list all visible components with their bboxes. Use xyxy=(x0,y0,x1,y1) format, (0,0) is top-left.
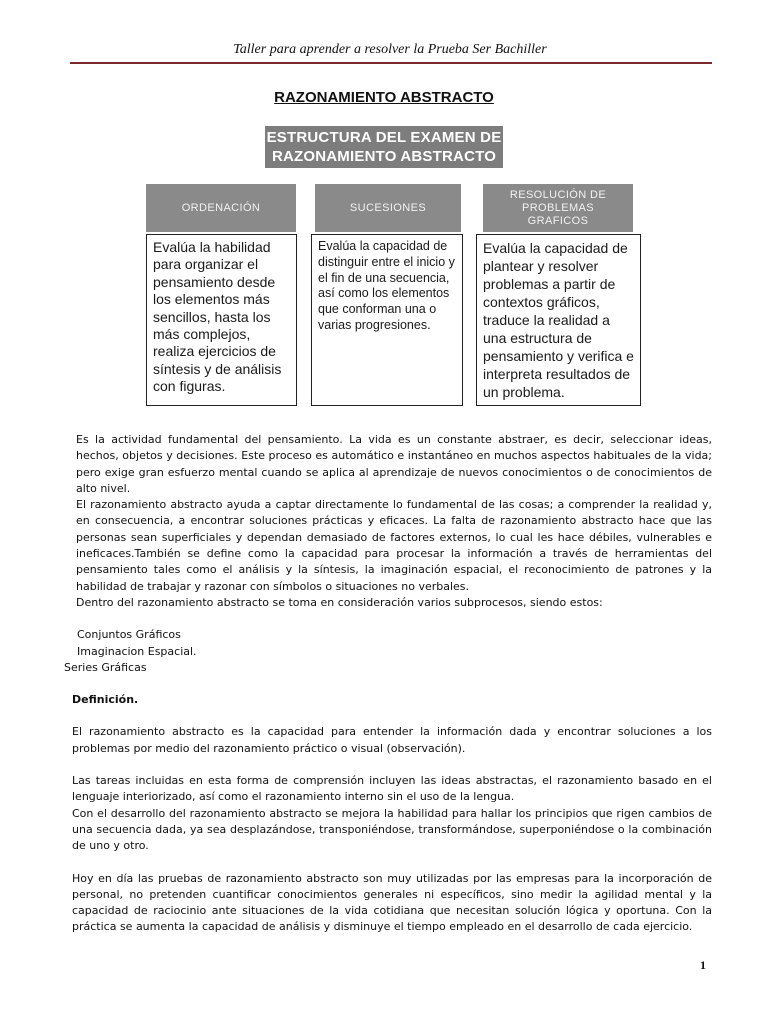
category-resolucion-line3: GRAFICOS xyxy=(527,214,589,227)
paragraph-pruebas: Hoy en día las pruebas de razonamiento abstracto son muy utilizadas por las empresas para la incorporación de personal, no pretenden cuantificar conocimientos generales ni específicos, sino medir la agilidad mental y la capacidad de raciocinio ante situaciones de la vida cotidiana que necesitan solución lógica y oportuna. Con la práctica se aumenta la capacidad de análisis y disminuye el tiempo empleado en el desarrollo de cada ejercicio. xyxy=(72,871,712,934)
list-item: Imaginacion Espacial. xyxy=(77,644,197,658)
ordenacion-description: Evalúa la habilidad para organizar el pensamiento desde los elementos más sencillos, hasta los más complejos, realiza ejercicios de síntesis y de análisis con figuras. xyxy=(146,234,297,406)
page-number: 1 xyxy=(700,958,706,972)
resolucion-description: Evalúa la capacidad de plantear y resolver problemas a partir de contextos gráficos, traduce la realidad a una estructura de pensamiento y verifica e interpreta resultados de un problema. xyxy=(476,234,641,406)
body-content xyxy=(64,432,712,936)
category-ordenacion: ORDENACIÓN xyxy=(146,184,296,232)
category-resolucion-line2: PROBLEMAS xyxy=(521,201,595,214)
category-resolucion-line1: RESOLUCIÓN DE xyxy=(509,188,607,201)
paragraph-subprocesos: Dentro del razonamiento abstracto se toma en consideración varios subprocesos, siendo estos: xyxy=(76,595,603,609)
diagram-banner-line2: RAZONAMIENTO ABSTRACTO xyxy=(271,148,497,165)
paragraph-tareas: Las tareas incluidas en esta forma de comprensión incluyen las ideas abstractas, el razonamiento basado en el lenguaje interiorizado, así como el razonamiento interno sin el uso de la lengua. xyxy=(72,774,712,804)
sucesiones-description: Evalúa la capacidad de distinguir entre el inicio y el fin de una secuencia, así como los elementos que conforman una o varias progresiones. xyxy=(311,234,463,406)
paragraph-definition: El razonamiento abstracto es la capacidad para entender la información dada y encontrar soluciones a los problemas por medio del razonamiento práctico o visual (observación). xyxy=(72,725,712,755)
header-divider xyxy=(70,62,712,64)
paragraph-desarrollo: Con el desarrollo del razonamiento abstracto se mejora la habilidad para hallar los principios que rigen cambios de una secuencia dada, ya sea desplazándose, transponiéndose, transformándose, superponiéndose o la combinación de uno y otro. xyxy=(72,806,712,853)
diagram-banner-line1: ESTRUCTURA DEL EXAMEN DE xyxy=(266,129,502,146)
paragraph-intro: Es la actividad fundamental del pensamiento. La vida es un constante abstraer, es decir, seleccionar ideas, hechos, objetos y decisiones. Este proceso es automático e instantáneo en muchos aspectos habituales de la vida; pero exige gran esfuerzo mental cuando se aplica al aprendizaje de nuevos conocimientos o de conocimientos de alto nivel. xyxy=(76,433,712,495)
page-header: Taller para aprender a resolver la Prueba Ser Bachiller xyxy=(233,42,547,57)
category-sucesiones: SUCESIONES xyxy=(315,184,461,232)
list-item: Conjuntos Gráficos xyxy=(77,628,181,642)
diagram-banner xyxy=(265,126,503,168)
paragraph-razonamiento: El razonamiento abstracto ayuda a captar directamente lo fundamental de las cosas; a comprender la realidad y, en consecuencia, a encontrar soluciones prácticas y eficaces. La falta de razonamiento abstracto hace que las personas sean superficiales y dependan demasiado de factores externos, lo cual les hace débiles, vulnerables e ineficaces.También se define como la capacidad para procesar la información a través de herramientas del pensamiento tales como el análisis y la síntesis, la imaginación espacial, el reconocimiento de patrones y la habilidad de trabajar y razonar con símbolos o situaciones no verbales. xyxy=(76,498,712,593)
definition-heading: Definición. xyxy=(72,693,139,707)
page-title: RAZONAMIENTO ABSTRACTO xyxy=(274,89,494,106)
list-item: Series Gráficas xyxy=(64,660,147,674)
category-resolucion xyxy=(483,184,633,232)
